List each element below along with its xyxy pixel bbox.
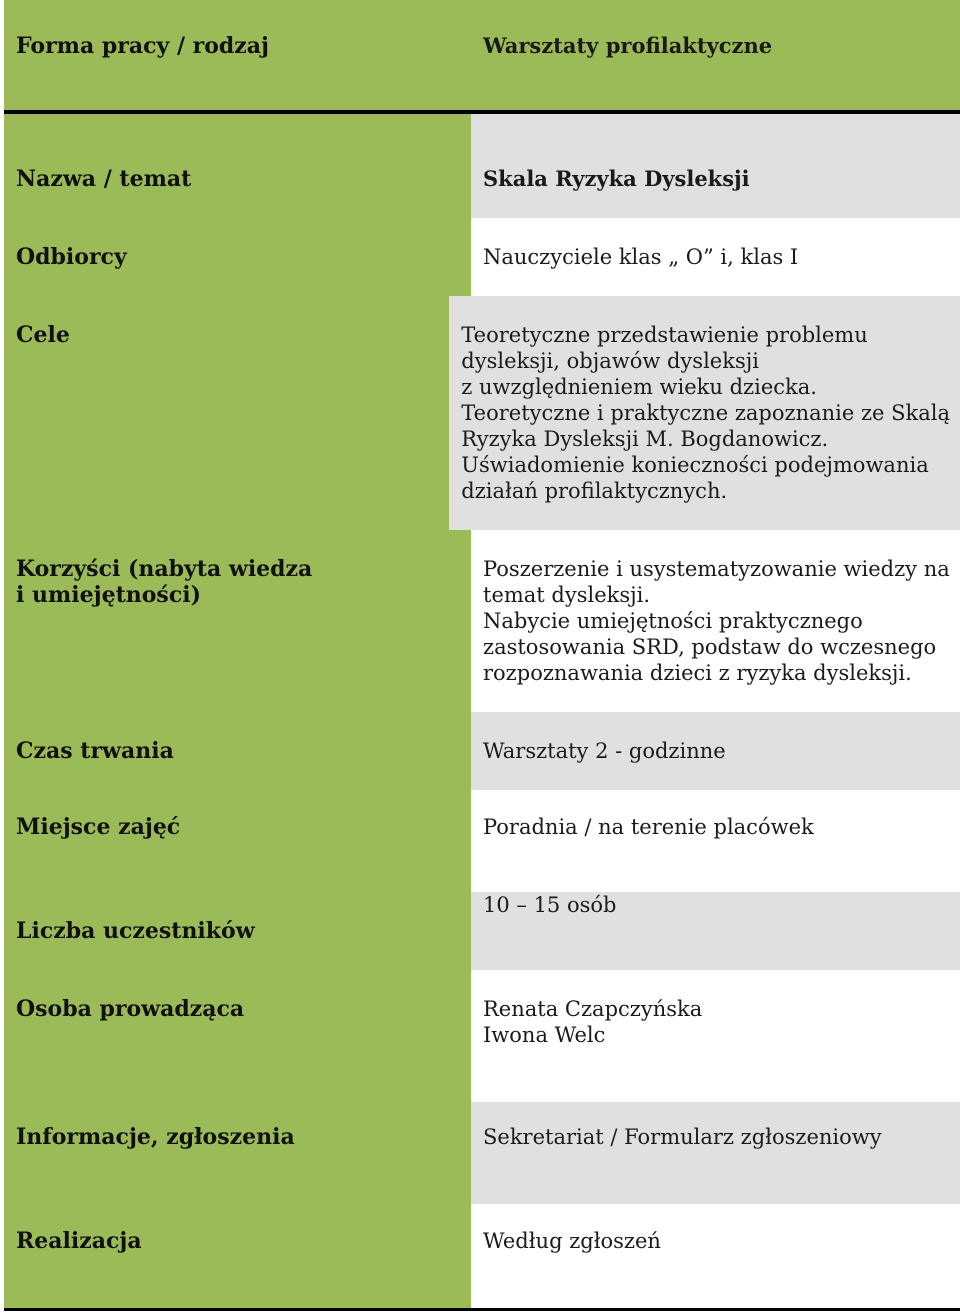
row-label-cell xyxy=(4,218,471,296)
row-value-line: dysleksji, objawów dysleksji xyxy=(461,349,759,373)
row-value-line: rozpoznawania dzieci z ryzyka dysleksji. xyxy=(483,661,912,685)
row-value-cell xyxy=(449,296,960,530)
header-label-cell xyxy=(4,0,471,110)
row-value: 10 – 15 osób xyxy=(483,893,617,917)
row-value-line: Renata Czapczyńska xyxy=(483,997,703,1021)
row-value-cell xyxy=(471,114,960,218)
row-value-line: Nabycie umiejętności praktycznego xyxy=(483,609,863,633)
row-label-cell xyxy=(4,1102,471,1204)
row-label: Odbiorcy xyxy=(16,244,127,270)
row-label-line: Korzyści (nabyta wiedza xyxy=(16,556,313,582)
row-label: Nazwa / temat xyxy=(16,166,192,192)
table-row xyxy=(4,218,960,296)
row-value-cell xyxy=(471,712,960,790)
row-label: Cele xyxy=(16,322,70,348)
row-label-line: i umiejętności) xyxy=(16,582,201,608)
row-value-line: Teoretyczne i praktyczne zapoznanie ze Skalą xyxy=(461,401,950,425)
header-value-cell xyxy=(471,0,960,110)
row-value-line: z uwzględnieniem wieku dziecka. xyxy=(461,375,817,399)
row-value: Skala Ryzyka Dysleksji xyxy=(483,166,750,191)
row-label: Realizacja xyxy=(16,1228,142,1254)
row-label-cell xyxy=(4,530,471,712)
row-label: Miejsce zajęć xyxy=(16,814,181,840)
row-value-cell xyxy=(471,1204,960,1308)
bottom-rule xyxy=(4,1308,960,1311)
row-label-cell xyxy=(4,892,471,970)
table-row xyxy=(4,1204,960,1308)
row-label-cell xyxy=(4,712,471,790)
row-value-line: Uświadomienie konieczności podejmowania xyxy=(461,453,929,477)
table-row xyxy=(4,970,960,1102)
header-row xyxy=(4,0,960,110)
row-label-cell xyxy=(4,790,471,892)
table-row xyxy=(4,296,960,530)
table-row xyxy=(4,114,960,218)
header-label: Forma pracy / rodzaj xyxy=(16,33,269,59)
row-value: Nauczyciele klas „ O” i, klas I xyxy=(483,245,799,269)
row-value-line: Poszerzenie i usystematyzowanie wiedzy na xyxy=(483,557,950,581)
row-value-line: Ryzyka Dysleksji M. Bogdanowicz. xyxy=(461,427,829,451)
row-value-cell xyxy=(471,530,960,712)
table-row xyxy=(4,892,960,970)
row-value-cell xyxy=(471,1102,960,1204)
row-value: Według zgłoszeń xyxy=(483,1229,661,1253)
row-value: Warsztaty 2 - godzinne xyxy=(483,739,726,763)
row-value-line: Iwona Welc xyxy=(483,1023,606,1047)
table-row xyxy=(4,712,960,790)
row-label-cell xyxy=(4,296,449,530)
row-value-line: zastosowania SRD, podstaw do wczesnego xyxy=(483,635,937,659)
table-row xyxy=(4,1102,960,1204)
row-label: Informacje, zgłoszenia xyxy=(16,1124,295,1150)
row-value-cell xyxy=(471,218,960,296)
row-value-cell xyxy=(471,892,960,970)
row-value-line: Teoretyczne przedstawienie problemu xyxy=(461,323,868,347)
row-value: Poradnia / na terenie placówek xyxy=(483,815,814,839)
table-row xyxy=(4,530,960,712)
row-value: Sekretariat / Formularz zgłoszeniowy xyxy=(483,1125,882,1149)
header-value: Warsztaty profilaktyczne xyxy=(483,33,773,58)
row-label: Liczba uczestników xyxy=(16,918,255,944)
row-label: Osoba prowadząca xyxy=(16,996,245,1022)
row-value-cell xyxy=(471,790,960,892)
row-value-cell xyxy=(471,970,960,1102)
row-value-line: działań profilaktycznych. xyxy=(461,479,728,503)
row-value-line: temat dysleksji. xyxy=(483,583,651,607)
row-label-cell xyxy=(4,114,471,218)
row-label: Czas trwania xyxy=(16,738,174,764)
row-label-cell xyxy=(4,1204,471,1308)
table-row xyxy=(4,790,960,892)
row-label-cell xyxy=(4,970,471,1102)
